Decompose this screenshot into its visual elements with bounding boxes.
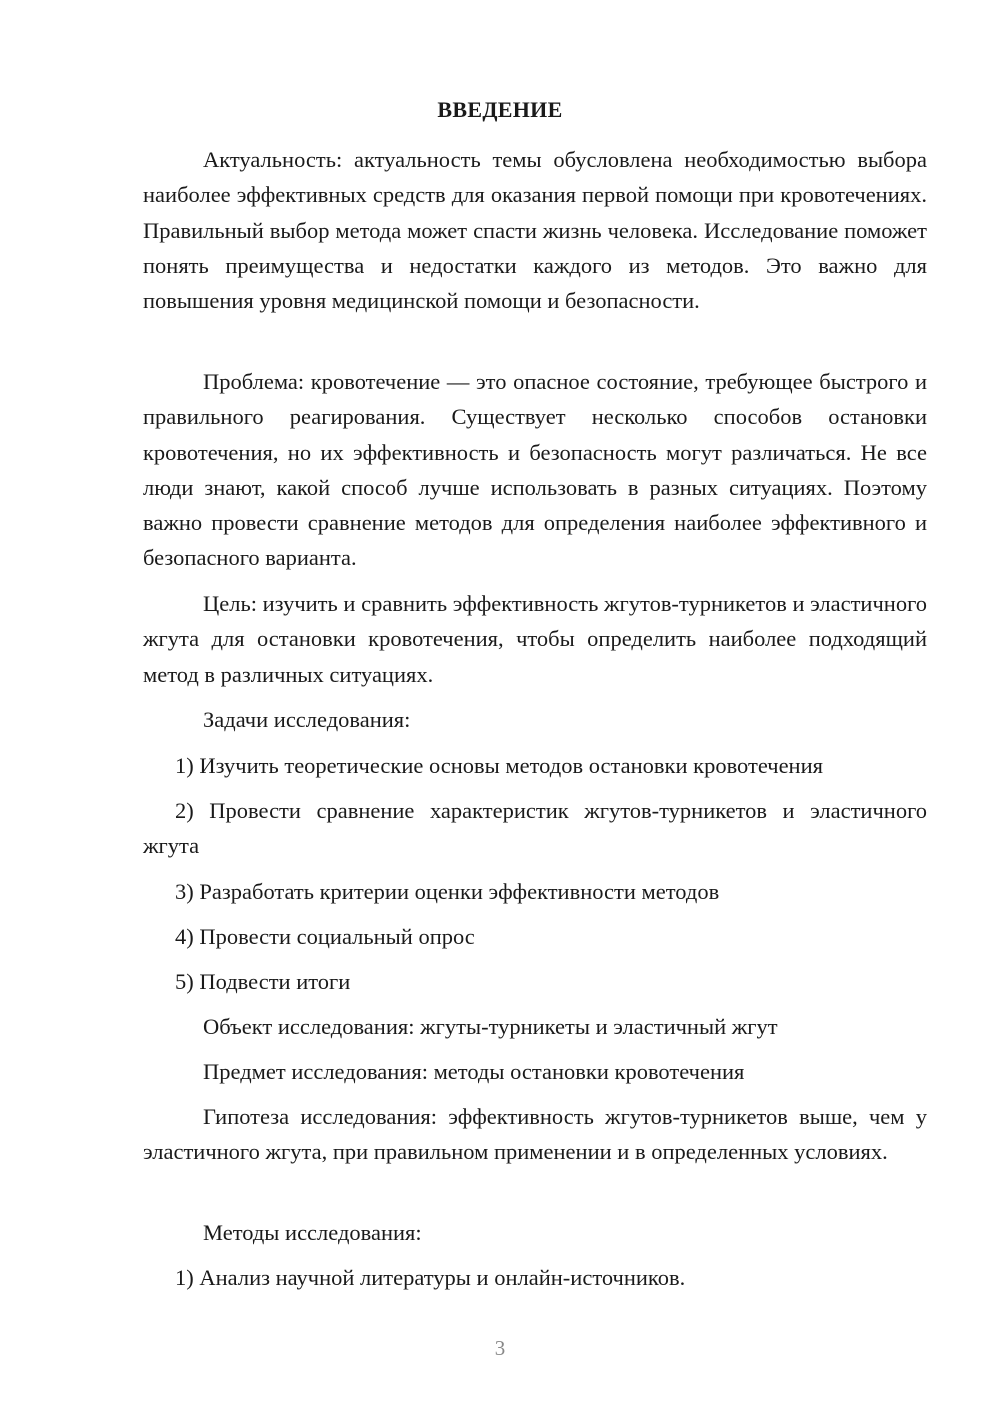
list-item-task-4: 4) Провести социальный опрос (175, 924, 475, 949)
paragraph-object: Объект исследования: жгуты-турникеты и эластичный жгут (203, 1014, 778, 1039)
paragraph-relevance: Актуальность: актуальность темы обусловлена необходимостью выбора наиболее эффективных средств для оказания первой помощи при кровотечениях. Правильный выбор метода может спасти жизнь человека. Исследование поможет понять преимущества и недостатки каждого из методов. Это важно для повышения уровня медицинской помощи и безопасности. (143, 147, 927, 314)
list-item-task-1: 1) Изучить теоретические основы методов остановки кровотечения (175, 753, 823, 778)
list-item-task-5: 5) Подвести итоги (175, 969, 351, 994)
list-item-method-1: 1) Анализ научной литературы и онлайн-источников. (175, 1265, 686, 1290)
paragraph-hypothesis: Гипотеза исследования: эффективность жгутов-турникетов выше, чем у эластичного жгута, при правильном применении и в определенных условиях. (143, 1104, 927, 1165)
section-title: ВВЕДЕНИЕ (437, 97, 563, 122)
list-item-task-2: 2) Провести сравнение характеристик жгутов-турникетов и эластичного жгута (143, 798, 927, 859)
list-item-task-3: 3) Разработать критерии оценки эффективности методов (175, 879, 720, 904)
paragraph-tasks-heading: Задачи исследования: (203, 707, 411, 732)
paragraph-goal: Цель: изучить и сравнить эффективность жгутов-турникетов и эластичного жгута для остановки кровотечения, чтобы определить наиболее подходящий метод в различных ситуациях. (143, 591, 927, 687)
paragraph-problem: Проблема: кровотечение — это опасное состояние, требующее быстрого и правильного реагирования. Существует несколько способов остановки кровотечения, но их эффективность и безопасность могут различаться. Не все люди знают, какой способ лучше использовать в разных ситуациях. Поэтому важно провести сравнение методов для определения наиболее эффективного и безопасного варианта. (143, 369, 927, 571)
paragraph-subject: Предмет исследования: методы остановки кровотечения (203, 1059, 745, 1084)
page-number: 3 (494, 1336, 506, 1360)
paragraph-methods-heading: Методы исследования: (203, 1220, 422, 1245)
